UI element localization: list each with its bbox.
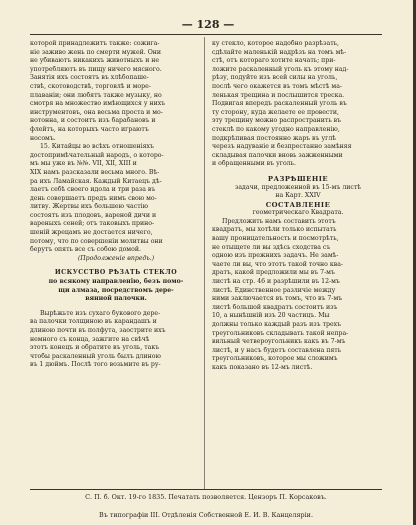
left-column-line: потому, что по совершеніи молитвы они	[30, 237, 163, 245]
right-column-line: подкрѣпивая постоянно жаръ въ углѣ	[212, 134, 336, 142]
left-column-line: (Продолженіе впредь.)	[77, 254, 155, 262]
left-column-line: чтобы раскаленный уголь былъ длиною	[30, 352, 161, 360]
left-column-line: плаваніи; они любятъ также музыку, но	[30, 91, 162, 99]
left-column-line: вянной палочки.	[85, 295, 147, 303]
left-column-line: щи алмаза, посредствомъ дере-	[58, 286, 174, 294]
left-column-line: день совершаетъ предъ нимъ свою мо-	[30, 194, 157, 202]
right-column-line: листѣ большой квадратъ состоитъ изъ	[212, 303, 338, 311]
left-column-line: по всякому направленію, безъ помо-	[48, 278, 184, 286]
right-column-line: задачи, предложенной въ 15-мъ листѣ	[234, 183, 362, 191]
right-column-line: стеклѣ по какому угодно направленію,	[212, 125, 340, 133]
right-column-line: квадратъ, мы хотѣли только испытать	[212, 226, 337, 234]
left-column-line: не убиваютъ никакихъ животныхъ и не	[30, 57, 160, 65]
page-number: — 128 —	[181, 18, 235, 31]
right-column-line: на Карт. XXIV	[275, 192, 321, 200]
right-column-line: и обращенными въ уголь.	[212, 160, 296, 168]
right-column-line: ту сторону, куда желаете ее провести,	[212, 108, 339, 116]
right-column-line: одною изъ прежнихъ задачъ. Не замѣ-	[212, 252, 339, 260]
column-divider	[204, 37, 205, 489]
left-column-line: которой принадлежитъ также: сожига-	[30, 40, 160, 47]
left-column-line: немного съ конца, зажгите на свѣчѣ	[30, 335, 150, 343]
right-column-line: должны только каждый разъ изъ трехъ	[212, 321, 342, 328]
left-column-line: Вырѣжьте изъ сухаго букового дере-	[40, 309, 161, 317]
right-column-line: какъ показано въ 12-мъ листѣ.	[212, 363, 313, 371]
right-column-line: вильный четвероугольникъ какъ въ 7-мъ	[212, 338, 346, 346]
left-column-line: флейтъ, на которыхъ часто играютъ	[30, 125, 149, 133]
right-column-line: СОСТАВЛЕНІЕ	[265, 200, 331, 209]
right-column-line: складывая палочки вновь зажженными	[212, 151, 343, 159]
left-column	[30, 40, 202, 370]
left-column-line: ИСКУССТВО РѢЗАТЬ СТЕКЛО	[54, 269, 178, 277]
left-column-line: ва палочки толщиною въ карандашъ и	[30, 318, 157, 326]
right-column-line: вашу проницательность и посмотрѣть,	[212, 235, 339, 243]
header-rule	[30, 34, 382, 35]
left-column-line: Занятія ихъ состоятъ въ хлѣбопаше-	[30, 74, 149, 82]
left-column-line: достопримѣчательный народъ, о которо-	[30, 151, 164, 159]
left-column-line: ра ихъ Ламайская. Каждый Китаецъ дѣ-	[30, 177, 162, 185]
right-column-line: ку стекло, которое надобно разрѣзать,	[212, 40, 339, 47]
left-column-line: длиною почти въ полфута, заострите ихъ	[30, 327, 166, 334]
right-column-line: послѣ чего окажется въ томъ мѣстѣ ма-	[212, 82, 342, 90]
left-column-line: носомъ.	[30, 134, 56, 142]
right-column-line: листѣ, и у насъ будетъ составлена пять	[212, 346, 342, 354]
right-column-line: ложите раскаленный уголь къ этому над-	[212, 65, 349, 73]
right-column-line: ними заключается въ томъ, что въ 7-мъ	[212, 295, 343, 303]
left-column-line: мъ мы уже въ №№. VII, XII, XIII и	[30, 160, 137, 168]
right-column-line: треугольниковъ складывать такой непра-	[212, 329, 349, 337]
censor-imprimatur: С. П. б. Окт. 19-го 1835. Печатать позволяется. Цензоръ П. Корсаковъ.	[85, 493, 327, 501]
right-column-line: листѣ на стр. 46 и разрѣшили въ 12-мъ	[212, 278, 340, 286]
right-column	[212, 40, 384, 373]
right-column-line: не отыщете ли вы здѣсь сходства съ	[212, 243, 331, 251]
left-column-line: шеній жрецамъ не достается ничего,	[30, 229, 153, 237]
left-column-line: въ 1 дюймъ. Послѣ того возьмите въ ру-	[30, 361, 161, 369]
left-column-line: употребляютъ въ пищу ничего мясного.	[30, 65, 162, 73]
left-column-line: состоятъ изъ плодовъ, вареной дичи и	[30, 211, 157, 219]
right-column-line: эту трещину можно распространить въ	[212, 117, 342, 125]
left-column-line: берутъ опять все съ собою домой.	[30, 246, 141, 254]
right-column-line: листѣ. Единственное различіе между	[212, 286, 336, 294]
left-column-line: ніе заживо жень по смерти мужей. Они	[30, 48, 162, 56]
right-column-line: треугольниковъ, которое мы сложимъ	[212, 355, 338, 363]
right-column-line: стѣ, отъ котораго хотите начать; при-	[212, 57, 336, 65]
left-column-line: лаетъ себѣ своего идола и три раза въ	[30, 186, 156, 194]
left-column-line: инструментовъ, она весьма проста и мо-	[30, 108, 163, 116]
left-column-line: нотонна, и состоитъ изъ барабановъ и	[30, 117, 156, 125]
footer-rule	[30, 489, 382, 490]
left-column-line: смотря на множество имѣющихся у нихъ	[30, 100, 166, 108]
left-column-line: 15. Китайцы во всѣхъ отношеніяхъ	[40, 143, 154, 151]
right-column-line: геометрическаго Квадрата.	[252, 209, 344, 217]
printing-house-line: Въ типографіи III. Отдѣленія Собственной Е. И. В. Канцеляріи.	[99, 511, 313, 519]
left-column-line: вареныхъ сеней; отъ таковыхъ прино-	[30, 220, 155, 228]
left-column-line: ствѣ, скотоводствѣ, торговлѣ и море-	[30, 82, 151, 90]
right-column-line: сдѣлайте маленькій надрѣзъ на томъ мѣ-	[212, 48, 347, 56]
right-column-line: чаете ли вы, что этотъ такой точно ква-	[212, 260, 343, 268]
right-column-line: черезъ надуваніе и безпрестанно замѣняя	[212, 143, 352, 151]
right-column-line: дратъ, какой предложили мы въ 7-мъ	[212, 269, 335, 277]
right-column-line: Подвигая впередъ раскаленный уголь въ	[212, 100, 347, 108]
left-column-line: литву. Жертвы ихъ большею частію	[30, 203, 148, 211]
right-column-line: Предложить намъ составить этотъ	[222, 217, 336, 225]
left-column-line: этотъ конецъ и обратите въ уголь, такъ	[30, 344, 160, 352]
right-column-line: 10, а нынѣшній изъ 20 частицъ. Мы	[212, 312, 330, 320]
right-column-line: ленькая трещина и послышится треска.	[212, 91, 345, 99]
right-column-line: РАЗРѢШЕНІЕ	[267, 174, 329, 183]
right-column-line: рѣзу, подуйте изъ всей силы на уголь,	[212, 74, 338, 82]
left-column-line: XIX намъ разсказали весьма много. Вѣ-	[30, 168, 160, 176]
